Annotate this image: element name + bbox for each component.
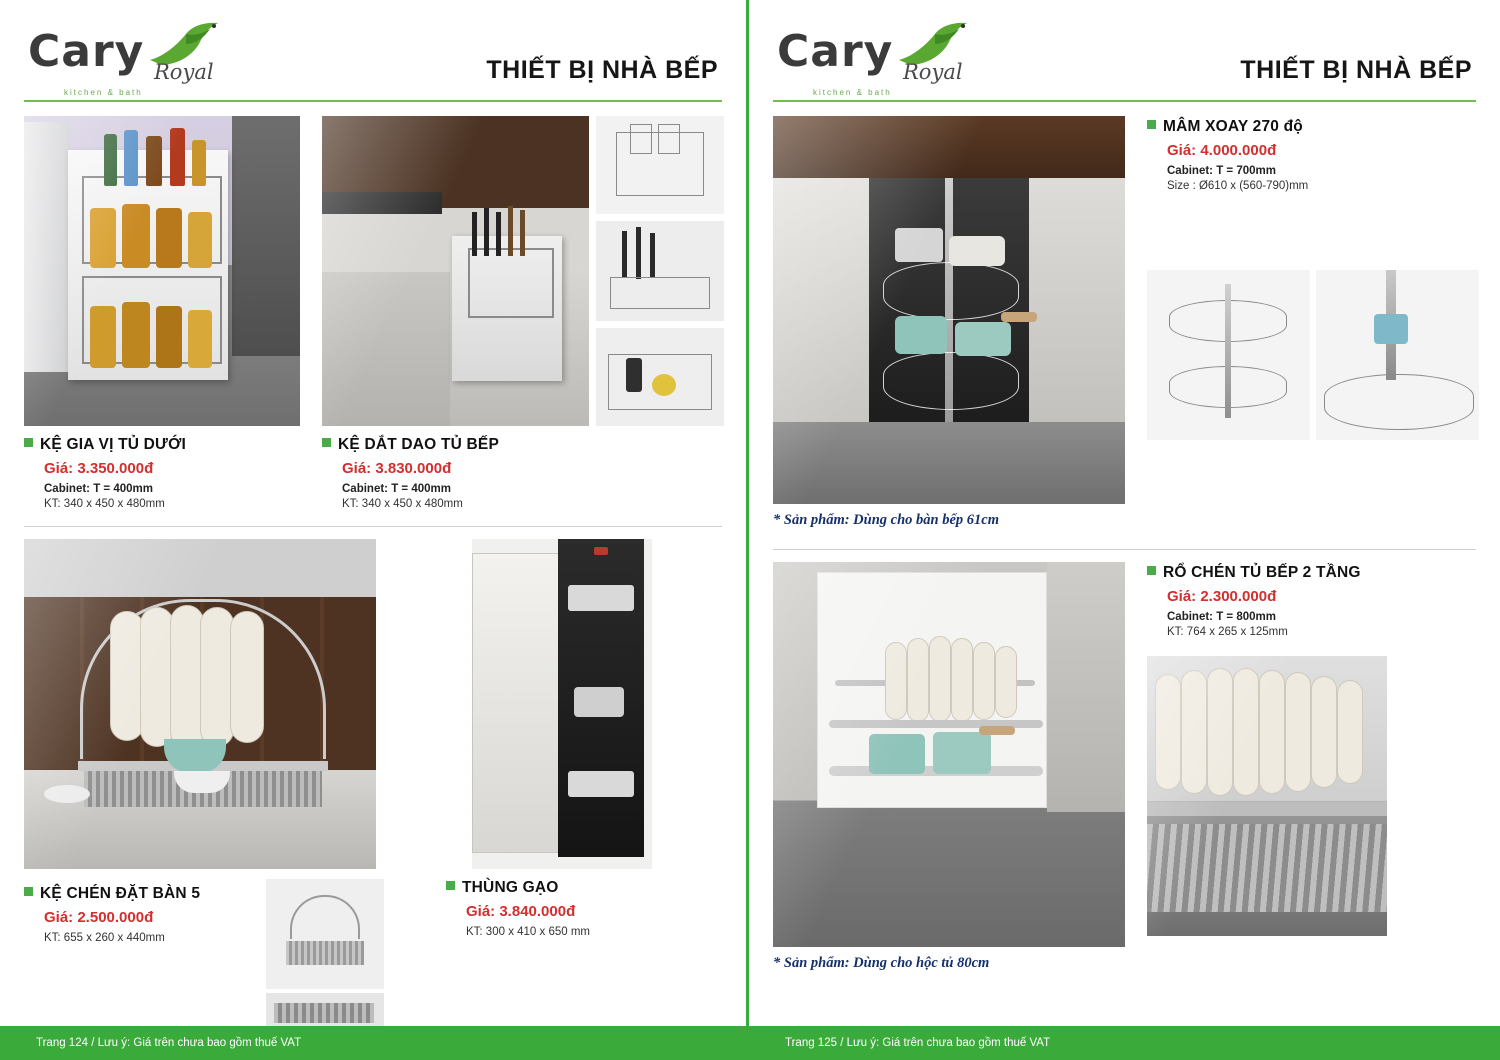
product-title: KỆ GIA VỊ TỦ DƯỚI (24, 436, 300, 454)
product-size: KT: 340 x 450 x 480mm (342, 498, 463, 510)
brand-tagline: kitchen & bath (813, 88, 892, 97)
product-card-dish-rack (24, 539, 384, 1033)
product-title: RỔ CHÉN TỦ BẾP 2 TẦNG (1147, 564, 1476, 582)
brand-logo (24, 14, 234, 97)
brand-name: Cary (28, 26, 145, 77)
brand-name: Cary (777, 26, 894, 77)
page-footer-left: Trang 124 / Lưu ý: Giá trên chưa bao gồm thuế VAT (0, 1026, 746, 1060)
product-note: * Sản phẩm: Dùng cho bàn bếp 61cm (773, 512, 999, 528)
brand-script: Royal (903, 60, 963, 84)
bullet-icon (1147, 566, 1156, 575)
bullet-icon (1147, 120, 1156, 129)
product-cabinet: Cabinet: T = 400mm (44, 483, 153, 495)
product-image-lazy-susan (773, 116, 1125, 504)
product-cabinet: Cabinet: T = 400mm (342, 483, 451, 495)
header-rule (773, 100, 1476, 102)
section-divider (773, 549, 1476, 550)
product-thumb-knife-3 (596, 328, 724, 426)
page-title: THIẾT BỊ NHÀ BẾP (1240, 56, 1472, 84)
bullet-icon (322, 438, 331, 447)
product-price: Giá: 2.300.000đ (1167, 588, 1277, 605)
product-cabinet: Cabinet: T = 700mm (1167, 165, 1276, 177)
section-divider (24, 526, 722, 527)
product-image-dish-rack (24, 539, 376, 869)
product-thumb-dish-1 (266, 879, 384, 989)
product-note: * Sản phẩm: Dùng cho hộc tủ 80cm (773, 955, 990, 971)
brand-logo (773, 14, 983, 97)
product-image-knife-rack (322, 116, 589, 426)
product-image-dish-basket (773, 562, 1125, 947)
product-size: KT: 340 x 450 x 480mm (44, 498, 165, 510)
product-price: Giá: 3.350.000đ (44, 460, 154, 477)
page-header-left (24, 14, 722, 98)
product-price: Giá: 3.830.000đ (342, 460, 452, 477)
page-left (0, 0, 749, 1060)
page-header-right (773, 14, 1476, 98)
product-image-rice-box (472, 539, 652, 869)
product-size: Size : Ø610 x (560-790)mm (1167, 180, 1309, 192)
product-card-rice-box (412, 539, 712, 1033)
page-title: THIẾT BỊ NHÀ BẾP (486, 56, 718, 84)
product-cabinet: Cabinet: T = 800mm (1167, 611, 1276, 623)
bullet-icon (24, 887, 33, 896)
brand-script: Royal (154, 60, 214, 84)
page-right (749, 0, 1500, 1060)
product-title: THÙNG GẠO (446, 879, 712, 897)
product-image-spice-rack (24, 116, 300, 426)
product-thumb-basket (1147, 656, 1387, 936)
product-card-lazy-susan (773, 116, 1476, 529)
product-price: Giá: 2.500.000đ (44, 909, 154, 926)
product-price: Giá: 3.840.000đ (466, 903, 576, 920)
product-card-dish-basket (773, 562, 1476, 972)
product-thumb-lazy-1 (1147, 270, 1310, 440)
brand-tagline: kitchen & bath (64, 88, 143, 97)
product-title: KỆ DẮT DAO TỦ BẾP (322, 436, 724, 454)
page-footer-right: Trang 125 / Lưu ý: Giá trên chưa bao gồm thuế VAT (749, 1026, 1500, 1060)
product-size: KT: 764 x 265 x 125mm (1167, 626, 1288, 638)
product-thumb-lazy-2 (1316, 270, 1479, 440)
product-card-knife-rack (322, 116, 724, 512)
product-row-bottom (24, 539, 722, 1033)
product-size: KT: 655 x 260 x 440mm (44, 932, 165, 944)
product-thumb-knife-2 (596, 221, 724, 321)
product-title: KỆ CHÉN ĐẶT BÀN 5 (24, 885, 254, 903)
product-title: MÂM XOAY 270 độ (1147, 118, 1479, 136)
header-rule (24, 100, 722, 102)
product-thumb-knife-1 (596, 116, 724, 214)
product-card-spice-rack (24, 116, 300, 512)
product-price: Giá: 4.000.000đ (1167, 142, 1277, 159)
bullet-icon (446, 881, 455, 890)
bullet-icon (24, 438, 33, 447)
product-row-top (24, 116, 722, 512)
product-size: KT: 300 x 410 x 650 mm (466, 926, 591, 938)
